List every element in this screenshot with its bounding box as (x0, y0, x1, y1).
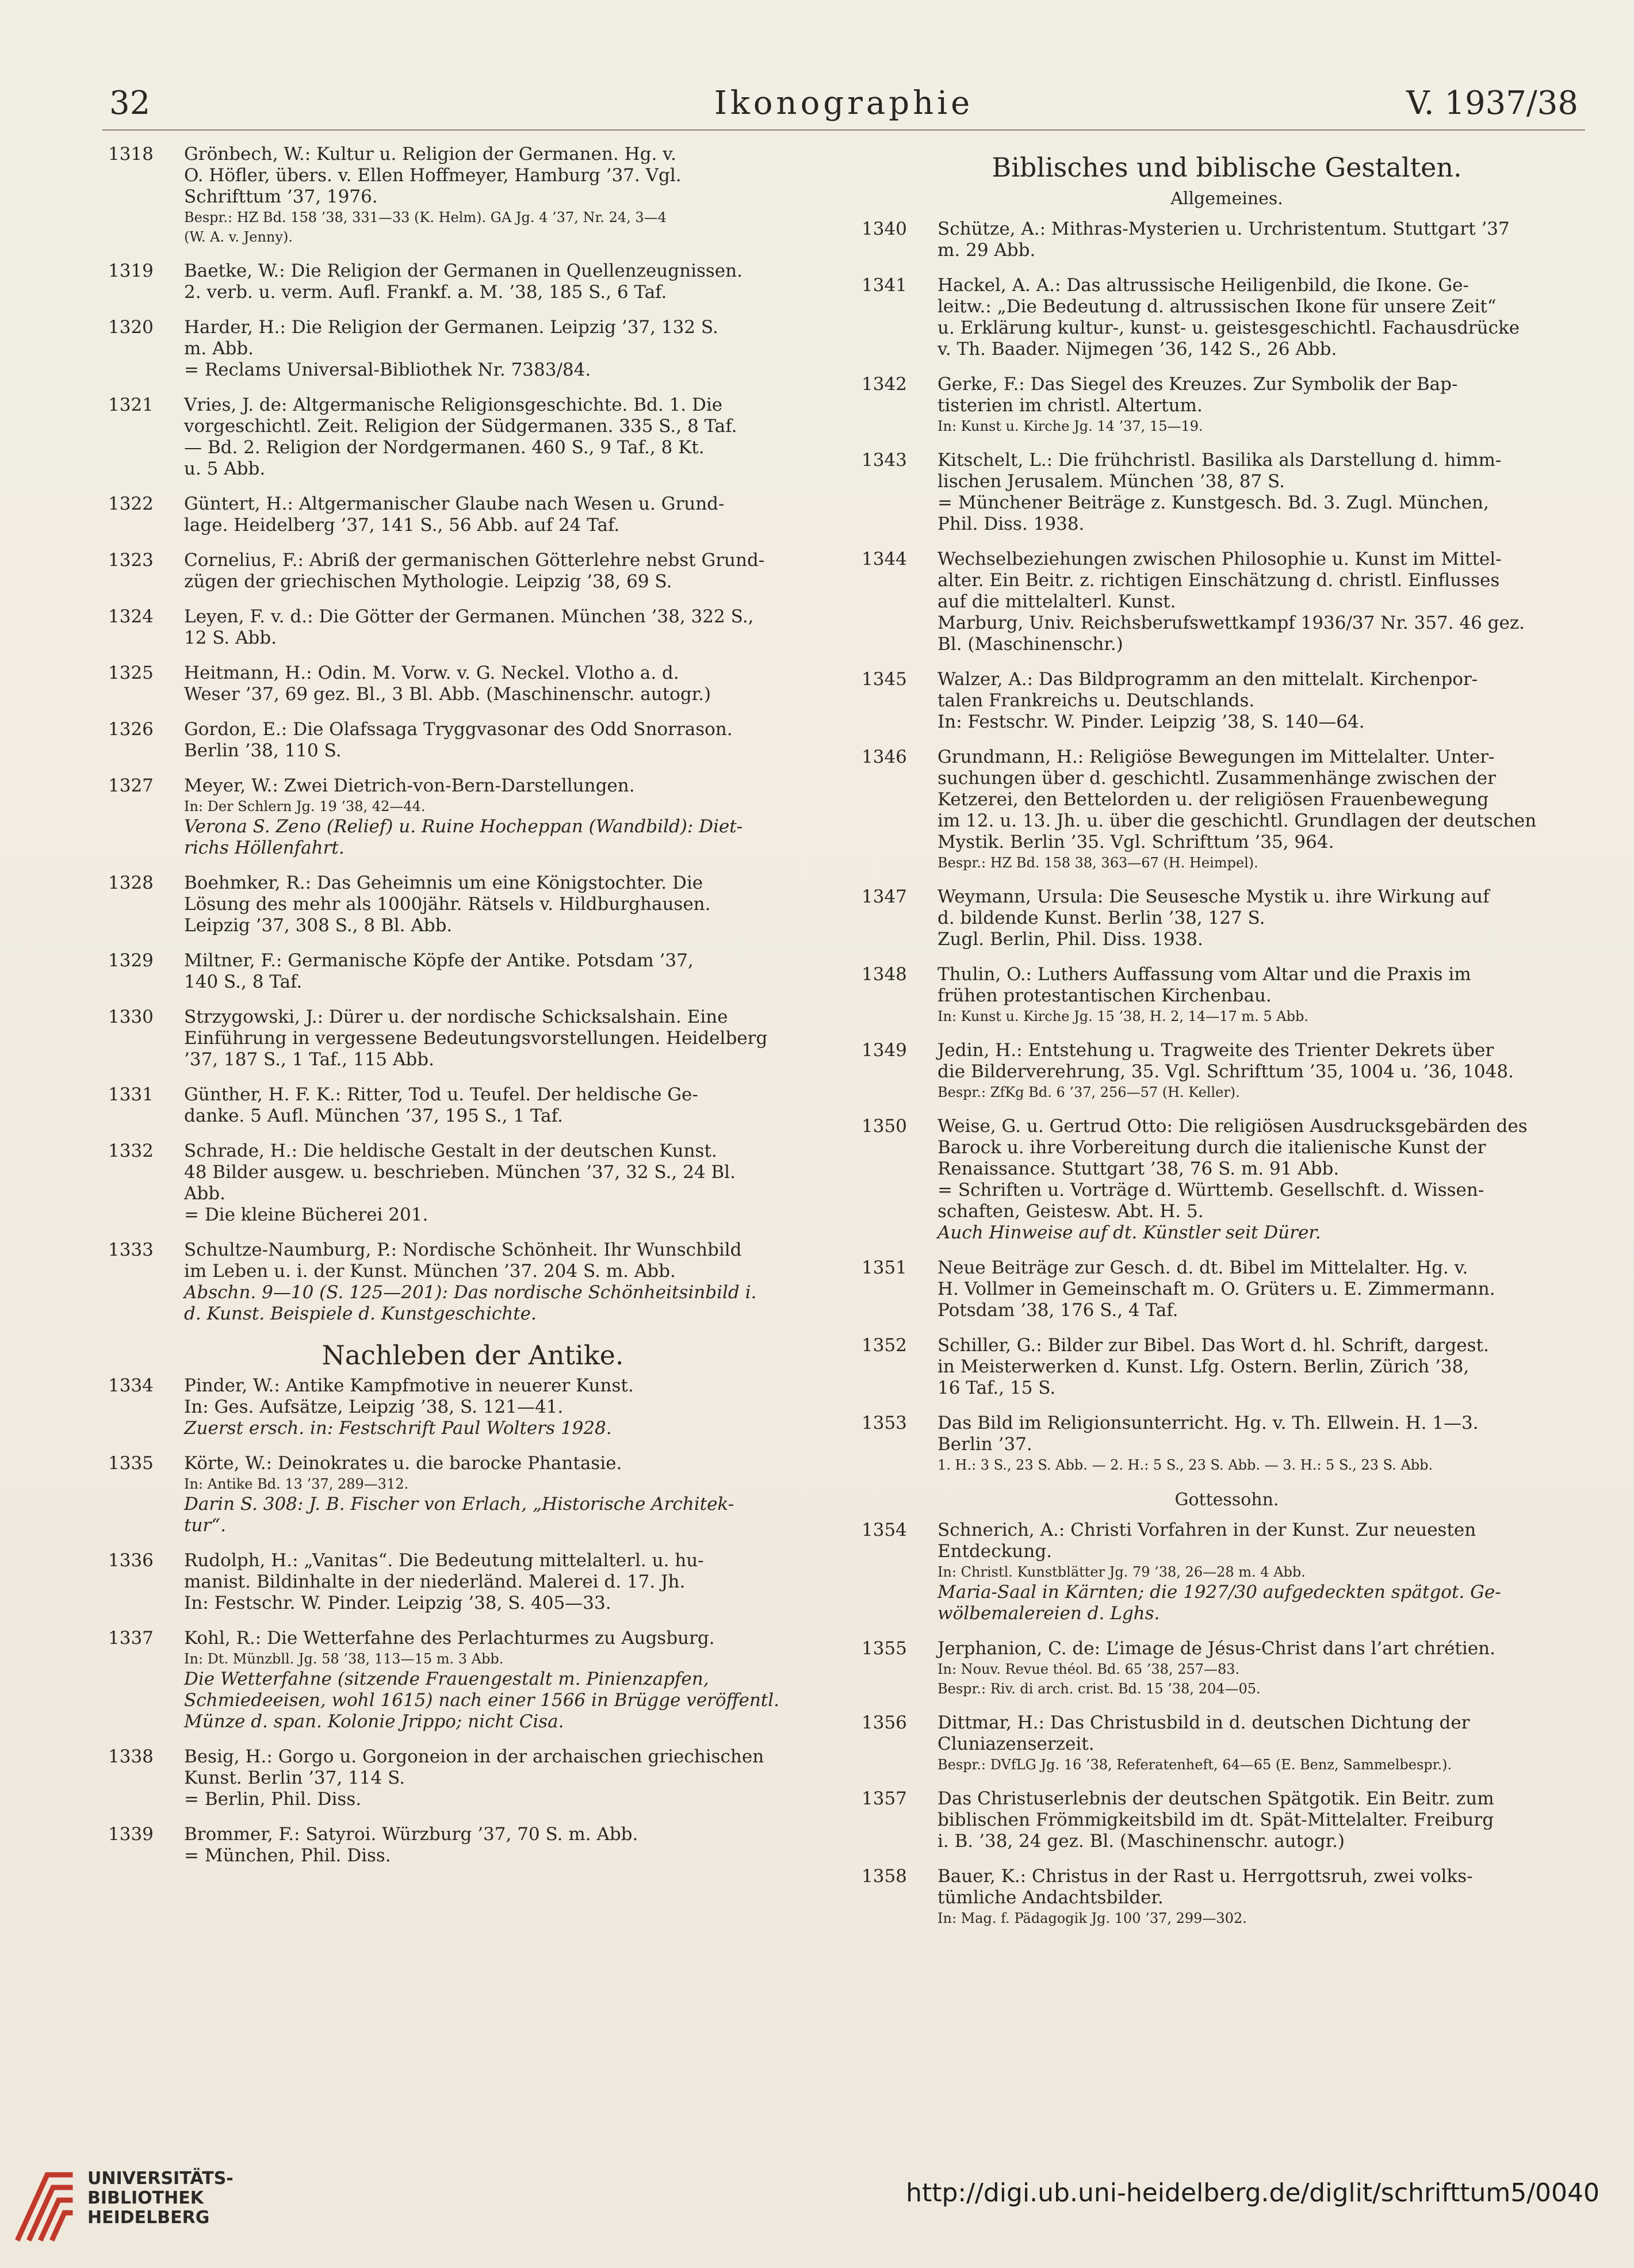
bibliography-entry (108, 1746, 837, 1810)
entry-line: vorgeschichtl. Zeit. Religion der Südgermanen. 335 S., 8 Taf. (184, 416, 737, 437)
entry-text (184, 1550, 837, 1614)
entry-number: 1325 (108, 663, 154, 683)
entry-number: 1332 (108, 1141, 154, 1161)
entry-line: schaften, Geistesw. Abt. H. 5. (937, 1201, 1204, 1222)
entry-text (937, 1712, 1592, 1774)
bibliography-entry (862, 1413, 1592, 1475)
bibliography-entry (108, 1453, 837, 1536)
entry-line: die Bilderverehrung, 35. Vgl. Schrifttum ’35, 1004 u. ’36, 1048. (937, 1061, 1514, 1082)
entry-line: ’37, 187 S., 1 Taf., 115 Abb. (184, 1049, 434, 1070)
entry-number: 1346 (862, 747, 907, 767)
entry-number: 1330 (108, 1007, 154, 1027)
bibliography-entry (862, 549, 1592, 655)
entry-line: Cluniazenserzeit. (937, 1734, 1095, 1754)
running-title: Ikonographie (714, 85, 974, 122)
bibliography-entry (108, 1007, 837, 1070)
entry-line: In: Festschr. W. Pinder. Leipzig ’38, S. 140—64. (937, 712, 1365, 732)
entry-line: Walzer, A.: Das Bildprogramm an den mittelalt. Kirchenpor- (937, 669, 1478, 690)
bibliography-entry (862, 669, 1592, 733)
right-entries (862, 219, 1592, 1475)
entry-number: 1331 (108, 1084, 154, 1105)
entry-line: Schnerich, A.: Christi Vorfahren in der Kunst. Zur neuesten (937, 1520, 1476, 1540)
entry-line: 1. H.: 3 S., 23 S. Abb. — 2. H.: 5 S., 23 S. Abb. — 3. H.: 5 S., 23 S. Abb. (937, 1457, 1433, 1473)
entry-number: 1356 (862, 1712, 907, 1733)
entry-line: Grundmann, H.: Religiöse Bewegungen im Mittelalter. Unter- (937, 747, 1495, 767)
bibliography-entry (108, 1141, 837, 1226)
entry-line: manist. Bildinhalte in der niederländ. Malerei d. 17. Jh. (184, 1571, 686, 1592)
entry-line: m. 29 Abb. (937, 240, 1036, 261)
entry-text (937, 669, 1592, 733)
entry-line: Boehmker, R.: Das Geheimnis um eine Königstochter. Die (184, 873, 703, 893)
page-header (102, 78, 1585, 131)
entry-line: Kitschelt, L.: Die frühchristl. Basilika als Darstellung d. himm- (937, 450, 1502, 471)
entry-line: (W. A. v. Jenny). (184, 229, 293, 245)
entry-line: alter. Ein Beitr. z. richtigen Einschätzung d. christl. Einflusses (937, 570, 1500, 591)
entry-line: In: Dt. Münzbll. Jg. 58 ’38, 113—15 m. 3 Abb. (184, 1651, 504, 1667)
entry-text (184, 1628, 837, 1732)
bibliography-entry (862, 219, 1592, 261)
entry-line: Meyer, W.: Zwei Dietrich-von-Bern-Darstellungen. (184, 775, 635, 796)
entry-line: Cornelius, F.: Abriß der germanischen Götterlehre nebst Grund- (184, 550, 765, 571)
left-entries (108, 144, 837, 1325)
entry-line: tisterien im christl. Altertum. (937, 395, 1203, 416)
entry-line: Leyen, F. v. d.: Die Götter der Germanen. München ’38, 322 S., (184, 606, 754, 627)
bibliography-entry (862, 1335, 1592, 1399)
entry-line: Weise, G. u. Gertrud Otto: Die religiösen Ausdrucksgebärden des (937, 1116, 1528, 1137)
entry-number: 1323 (108, 550, 154, 571)
entry-number: 1319 (108, 261, 154, 281)
entry-number: 1355 (862, 1638, 907, 1659)
entry-text (184, 1240, 837, 1325)
entry-line: Günther, H. F. K.: Ritter, Tod u. Teufel. Der heldische Ge- (184, 1084, 698, 1105)
entry-text (184, 950, 837, 993)
entry-line: Miltner, F.: Germanische Köpfe der Antike. Potsdam ’37, (184, 950, 694, 971)
bibliography-entry (108, 1084, 837, 1127)
entry-line: Bl. (Maschinenschr.) (937, 634, 1123, 655)
entry-number: 1322 (108, 494, 154, 514)
bibliography-entry (862, 275, 1592, 360)
library-logo-text (87, 2169, 234, 2228)
entry-line: Schultze-Naumburg, P.: Nordische Schönheit. Ihr Wunschbild (184, 1240, 742, 1260)
entry-line: Leipzig ’37, 308 S., 8 Bl. Abb. (184, 915, 453, 936)
entry-line: 48 Bilder ausgew. u. beschrieben. München ’37, 32 S., 24 Bl. (184, 1162, 736, 1183)
entry-line: Einführung in vergessene Bedeutungsvorstellungen. Heidelberg (184, 1028, 768, 1049)
left-column (108, 144, 837, 1880)
entry-line: Bespr.: HZ Bd. 158 ’38, 331—33 (K. Helm). GA Jg. 4 ’37, Nr. 24, 3—4 (184, 209, 667, 225)
entry-line: 140 S., 8 Taf. (184, 972, 303, 992)
entry-number: 1341 (862, 275, 907, 296)
entry-text (184, 494, 837, 536)
entry-number: 1340 (862, 219, 907, 239)
entry-line: wölbemalereien d. Lghs. (937, 1603, 1160, 1624)
section-title-biblisches: Biblisches und biblische Gestalten. (992, 152, 1462, 183)
entry-line: u. Erklärung kultur-, kunst- u. geistesgeschichtl. Fachausdrücke (937, 318, 1520, 338)
entry-line: In: Ges. Aufsätze, Leipzig ’38, S. 121—41. (184, 1397, 564, 1417)
entry-number: 1358 (862, 1866, 907, 1887)
entry-line: Bespr.: HZ Bd. 158 38, 363—67 (H. Heimpel). (937, 855, 1258, 871)
subhead-allgemeines: Allgemeines. (1170, 189, 1283, 209)
entry-line: = Berlin, Phil. Diss. (184, 1789, 362, 1810)
entry-line: Jerphanion, C. de: L’image de Jésus-Christ dans l’art chrétien. (937, 1638, 1495, 1659)
entry-text (184, 1141, 837, 1226)
entry-text (937, 1866, 1592, 1928)
bibliography-entry (108, 1240, 837, 1325)
entry-line: Wechselbeziehungen zwischen Philosophie u. Kunst im Mittel- (937, 549, 1502, 569)
entry-line: Darin S. 308: J. B. Fischer von Erlach, „Historische Architek- (184, 1494, 734, 1514)
entry-line: In: Kunst u. Kirche Jg. 15 ’38, H. 2, 14—17 m. 5 Abb. (937, 1008, 1308, 1024)
entry-line: Lösung des mehr als 1000jähr. Rätsels v. Hildburghausen. (184, 894, 711, 915)
entry-line: biblischen Frömmigkeitsbild im dt. Spät-Mittelalter. Freiburg (937, 1810, 1494, 1830)
entry-number: 1329 (108, 950, 154, 971)
entry-line: Harder, H.: Die Religion der Germanen. Leipzig ’37, 132 S. (184, 317, 718, 338)
bibliography-entry (862, 1040, 1592, 1102)
entry-line: danke. 5 Aufl. München ’37, 195 S., 1 Taf. (184, 1106, 563, 1126)
entry-number: 1334 (108, 1375, 154, 1396)
entry-text (184, 873, 837, 936)
entry-line: = Münchener Beiträge z. Kunstgesch. Bd. 3. Zugl. München, (937, 492, 1489, 513)
bibliography-entry (108, 1824, 837, 1867)
entry-text (937, 549, 1592, 655)
bibliography-entry (108, 144, 837, 247)
entry-line: In: Nouv. Revue théol. Bd. 65 ’38, 257—83. (937, 1661, 1240, 1677)
bibliography-entry (108, 873, 837, 936)
entry-text (184, 395, 837, 480)
bibliography-entry (862, 1116, 1592, 1244)
entry-line: Pinder, W.: Antike Kampfmotive in neuerer Kunst. (184, 1375, 634, 1396)
entry-line: Marburg, Univ. Reichsberufswettkampf 1936/37 Nr. 357. 46 gez. (937, 613, 1525, 633)
entry-text (937, 747, 1592, 873)
entry-line: u. 5 Abb. (184, 458, 266, 479)
bibliography-entry (108, 261, 837, 303)
source-url-link[interactable]: http://digi.ub.uni-heidelberg.de/diglit/schrifttum5/0040 (906, 2178, 1599, 2208)
entry-number: 1333 (108, 1240, 154, 1260)
entry-number: 1338 (108, 1746, 154, 1767)
entry-text (937, 1413, 1592, 1475)
entry-text (184, 1084, 837, 1127)
entry-text (937, 1520, 1592, 1624)
entry-line: Die Wetterfahne (sitzende Frauengestalt m. Pinienzapfen, (184, 1669, 709, 1689)
entry-line: Rudolph, H.: „Vanitas“. Die Bedeutung mittelalterl. u. hu- (184, 1550, 704, 1571)
entry-text (184, 317, 837, 381)
entry-line: Entdeckung. (937, 1541, 1053, 1562)
bibliography-entry (108, 719, 837, 762)
entry-line: Neue Beiträge zur Gesch. d. dt. Bibel im Mittelalter. Hg. v. (937, 1257, 1468, 1278)
entry-line: In: Antike Bd. 13 ’37, 289—312. (184, 1476, 409, 1492)
entry-line: Maria-Saal in Kärnten; die 1927/30 aufgedeckten spätgot. Ge- (937, 1582, 1501, 1602)
bibliography-entry (862, 747, 1592, 873)
entry-line: frühen protestantischen Kirchenbau. (937, 985, 1272, 1006)
entry-line: tümliche Andachtsbilder. (937, 1887, 1164, 1908)
bibliography-entry (862, 450, 1592, 535)
bibliography-entry (108, 1550, 837, 1614)
entry-number: 1335 (108, 1453, 154, 1474)
bibliography-entry (862, 1520, 1592, 1624)
bibliography-entry (862, 374, 1592, 436)
entry-line: Kunst. Berlin ’37, 114 S. (184, 1768, 405, 1788)
entry-line: Jedin, H.: Entstehung u. Tragweite des Trienter Dekrets über (937, 1040, 1494, 1061)
entry-line: Körte, W.: Deinokrates u. die barocke Phantasie. (184, 1453, 622, 1474)
bibliography-entry (862, 1638, 1592, 1699)
entry-line: Münze d. span. Kolonie Jrippo; nicht Cisa. (184, 1711, 564, 1732)
right-entries-2 (862, 1520, 1592, 1928)
entry-number: 1350 (862, 1116, 907, 1137)
entry-line: — Bd. 2. Religion der Nordgermanen. 460 S., 9 Taf., 8 Kt. (184, 437, 705, 458)
volume-label: V. 1937/38 (1406, 85, 1578, 122)
entry-line: In: Kunst u. Kirche Jg. 14 ’37, 15—19. (937, 418, 1203, 434)
entry-line: leitw.: „Die Bedeutung d. altrussischen Ikone für unsere Zeit“ (937, 296, 1497, 317)
right-column (862, 144, 1592, 1942)
entry-line: Das Bild im Religionsunterricht. Hg. v. Th. Ellwein. H. 1—3. (937, 1413, 1479, 1433)
entry-line: auf die mittelalterl. Kunst. (937, 591, 1176, 612)
entry-text (184, 719, 837, 762)
entry-text (937, 964, 1592, 1026)
entry-text (937, 1788, 1592, 1852)
bibliography-entry (108, 395, 837, 480)
entry-line: H. Vollmer in Gemeinschaft m. O. Grüters u. E. Zimmermann. (937, 1279, 1495, 1299)
left-entries-2 (108, 1375, 837, 1867)
entry-line: Schütze, A.: Mithras-Mysterien u. Urchristentum. Stuttgart ’37 (937, 219, 1510, 239)
logo-line: BIBLIOTHEK (87, 2188, 204, 2208)
entry-line: Weser ’37, 69 gez. Bl., 3 Bl. Abb. (Maschinenschr. autogr.) (184, 684, 711, 705)
entry-number: 1339 (108, 1824, 154, 1845)
entry-line: Verona S. Zeno (Relief) u. Ruine Hocheppan (Wandbild): Diet- (184, 816, 743, 837)
bibliography-entry (862, 886, 1592, 950)
entry-line: Zuerst ersch. in: Festschrift Paul Wolters 1928. (184, 1418, 612, 1439)
entry-line: Kohl, R.: Die Wetterfahne des Perlachturmes zu Augsburg. (184, 1628, 715, 1649)
entry-line: Phil. Diss. 1938. (937, 514, 1085, 534)
logo-line: HEIDELBERG (87, 2208, 210, 2228)
entry-line: Zugl. Berlin, Phil. Diss. 1938. (937, 929, 1203, 950)
entry-number: 1337 (108, 1628, 154, 1649)
entry-number: 1326 (108, 719, 154, 740)
entry-line: im 12. u. 13. Jh. u. über die geschichtl. Grundlagen der deutschen (937, 810, 1537, 831)
entry-line: Vries, J. de: Altgermanische Religionsgeschichte. Bd. 1. Die (184, 395, 723, 415)
bibliography-entry (862, 1712, 1592, 1774)
entry-number: 1357 (862, 1788, 907, 1809)
entry-line: talen Frankreichs u. Deutschlands. (937, 690, 1255, 711)
entry-line: In: Festschr. W. Pinder. Leipzig ’38, S. 405—33. (184, 1593, 611, 1613)
entry-number: 1327 (108, 775, 154, 796)
entry-text (184, 1746, 837, 1810)
entry-number: 1343 (862, 450, 907, 471)
entry-line: Bespr.: DVfLG Jg. 16 ’38, Referatenheft, 64—65 (E. Benz, Sammelbespr.). (937, 1757, 1452, 1773)
subhead-gottessohn: Gottessohn. (1174, 1490, 1279, 1510)
bibliography-entry (108, 494, 837, 536)
entry-line: Thulin, O.: Luthers Auffassung vom Altar und die Praxis im (937, 964, 1471, 985)
entry-line: tur“. (184, 1515, 226, 1536)
section-title-nachleben: Nachleben der Antike. (322, 1340, 624, 1371)
entry-line: richs Höllenfahrt. (184, 837, 345, 858)
bibliography-entry (862, 1257, 1592, 1321)
entry-number: 1324 (108, 606, 154, 627)
entry-line: Weymann, Ursula: Die Seusesche Mystik u. ihre Wirkung auf (937, 886, 1490, 907)
entry-line: Brommer, F.: Satyroi. Würzburg ’37, 70 S. m. Abb. (184, 1824, 638, 1845)
entry-line: Auch Hinweise auf dt. Künstler seit Dürer. (937, 1222, 1321, 1243)
entry-number: 1353 (862, 1413, 907, 1433)
entry-line: Strzygowski, J.: Dürer u. der nordische Schicksalshain. Eine (184, 1007, 728, 1027)
bibliography-entry (108, 550, 837, 592)
entry-line: in Meisterwerken d. Kunst. Lfg. Ostern. Berlin, Zürich ’38, (937, 1356, 1470, 1377)
bibliography-entry (862, 964, 1592, 1026)
entry-line: Besig, H.: Gorgo u. Gorgoneion in der archaischen griechischen (184, 1746, 764, 1767)
entry-line: Schrade, H.: Die heldische Gestalt in der deutschen Kunst. (184, 1141, 717, 1161)
entry-text (184, 261, 837, 303)
entry-line: = München, Phil. Diss. (184, 1845, 391, 1866)
entry-line: m. Abb. (184, 338, 254, 359)
entry-line: Das Christuserlebnis der deutschen Spätgotik. Ein Beitr. zum (937, 1788, 1494, 1809)
entry-line: suchungen über d. geschichtl. Zusammenhänge zwischen der (937, 768, 1496, 789)
entry-text (184, 1375, 837, 1439)
entry-text (937, 275, 1592, 360)
entry-text (184, 1007, 837, 1070)
bibliography-entry (108, 775, 837, 859)
entry-number: 1344 (862, 549, 907, 569)
entry-line: Berlin ’37. (937, 1434, 1032, 1455)
bibliography-entry (862, 1788, 1592, 1852)
entry-line: Abb. (184, 1183, 225, 1204)
entry-line: lage. Heidelberg ’37, 141 S., 56 Abb. auf 24 Taf. (184, 515, 620, 536)
entry-text (937, 450, 1592, 535)
entry-number: 1352 (862, 1335, 907, 1356)
entry-number: 1328 (108, 873, 154, 893)
entry-line: Grönbech, W.: Kultur u. Religion der Germanen. Hg. v. (184, 144, 676, 165)
entry-text (184, 1824, 837, 1867)
entry-line: In: Der Schlern Jg. 19 ’38, 42—44. (184, 798, 426, 814)
entry-line: v. Th. Baader. Nijmegen ’36, 142 S., 26 Abb. (937, 339, 1337, 359)
library-logo-icon (13, 2163, 76, 2244)
entry-number: 1320 (108, 317, 154, 338)
entry-line: Heitmann, H.: Odin. M. Vorw. v. G. Neckel. Vlotho a. d. (184, 663, 679, 683)
entry-line: In: Mag. f. Pädagogik Jg. 100 ’37, 299—302. (937, 1910, 1247, 1926)
entry-line: Schiller, G.: Bilder zur Bibel. Das Wort d. hl. Schrift, dargest. (937, 1335, 1489, 1356)
entry-text (937, 1638, 1592, 1699)
bibliography-entry (108, 1628, 837, 1732)
entry-line: 2. verb. u. verm. Aufl. Frankf. a. M. ’38, 185 S., 6 Taf. (184, 282, 667, 303)
entry-line: Dittmar, H.: Das Christusbild in d. deutschen Dichtung der (937, 1712, 1470, 1733)
entry-text (184, 663, 837, 705)
entry-number: 1347 (862, 886, 907, 907)
entry-line: Berlin ’38, 110 S. (184, 740, 342, 761)
entry-line: Hackel, A. A.: Das altrussische Heiligenbild, die Ikone. Ge- (937, 275, 1469, 296)
entry-line: = Die kleine Bücherei 201. (184, 1204, 428, 1225)
entry-line: Bespr.: Riv. di arch. crist. Bd. 15 ’38, 204—05. (937, 1681, 1261, 1697)
entry-text (937, 1335, 1592, 1399)
entry-number: 1342 (862, 374, 907, 395)
page-footer (0, 2148, 1634, 2268)
entry-text (184, 1453, 837, 1536)
entry-line: 12 S. Abb. (184, 628, 277, 648)
entry-line: lischen Jerusalem. München ’38, 87 S. (937, 471, 1285, 492)
entry-number: 1345 (862, 669, 907, 690)
entry-line: O. Höfler, übers. v. Ellen Hoffmeyer, Hamburg ’37. Vgl. (184, 165, 682, 186)
bibliography-entry (862, 1866, 1592, 1928)
entry-line: Güntert, H.: Altgermanischer Glaube nach Wesen u. Grund- (184, 494, 725, 514)
entry-line: = Schriften u. Vorträge d. Württemb. Gesellschft. d. Wissen- (937, 1180, 1484, 1200)
entry-line: Ketzerei, den Bettelorden u. der religiösen Frauenbewegung (937, 789, 1489, 810)
bibliography-entry (108, 950, 837, 993)
entry-line: Barock u. ihre Vorbereitung durch die italienische Kunst der (937, 1137, 1486, 1158)
entry-line: Schrifttum ’37, 1976. (184, 186, 378, 207)
entry-number: 1321 (108, 395, 154, 415)
entry-line: 16 Taf., 15 S. (937, 1378, 1056, 1398)
bibliography-entry (108, 1375, 837, 1439)
entry-line: im Leben u. i. der Kunst. München ’37. 204 S. m. Abb. (184, 1261, 676, 1282)
entry-text (184, 606, 837, 649)
entry-line: Bespr.: ZfKg Bd. 6 ’37, 256—57 (H. Keller). (937, 1084, 1240, 1100)
entry-line: d. bildende Kunst. Berlin ’38, 127 S. (937, 908, 1265, 928)
entry-number: 1348 (862, 964, 907, 985)
entry-line: Schmiedeeisen, wohl 1615) nach einer 1566 in Brügge veröffentl. (184, 1690, 780, 1711)
entry-text (937, 1116, 1592, 1244)
entry-line: Baetke, W.: Die Religion der Germanen in Quellenzeugnissen. (184, 261, 743, 281)
entry-text (937, 219, 1592, 261)
entry-line: i. B. ’38, 24 gez. Bl. (Maschinenschr. autogr.) (937, 1831, 1345, 1852)
entry-text (937, 1040, 1592, 1102)
entry-number: 1351 (862, 1257, 907, 1278)
entry-number: 1336 (108, 1550, 154, 1571)
bibliography-entry (108, 663, 837, 705)
entry-line: = Reclams Universal-Bibliothek Nr. 7383/84. (184, 359, 591, 380)
page-number: 32 (109, 85, 151, 122)
logo-line: UNIVERSITÄTS- (87, 2168, 234, 2189)
entry-line: Gerke, F.: Das Siegel des Kreuzes. Zur Symbolik der Bap- (937, 374, 1458, 395)
entry-number: 1318 (108, 144, 154, 165)
entry-line: In: Christl. Kunstblätter Jg. 79 ’38, 26—28 m. 4 Abb. (937, 1564, 1306, 1580)
entry-text (184, 144, 837, 247)
entry-number: 1349 (862, 1040, 907, 1061)
entry-text (184, 550, 837, 592)
entry-text (937, 374, 1592, 436)
entry-text (937, 1257, 1592, 1321)
entry-line: Abschn. 9—10 (S. 125—201): Das nordische Schönheitsinbild i. (184, 1282, 757, 1303)
entry-text (937, 886, 1592, 950)
entry-line: Renaissance. Stuttgart ’38, 76 S. m. 91 Abb. (937, 1158, 1340, 1179)
bibliography-entry (108, 317, 837, 381)
entry-text (184, 775, 837, 859)
entry-number: 1354 (862, 1520, 907, 1540)
entry-line: zügen der griechischen Mythologie. Leipzig ’38, 69 S. (184, 571, 672, 592)
entry-line: Potsdam ’38, 176 S., 4 Taf. (937, 1300, 1178, 1321)
bibliography-entry (108, 606, 837, 649)
entry-line: Bauer, K.: Christus in der Rast u. Herrgottsruh, zwei volks- (937, 1866, 1473, 1887)
entry-line: d. Kunst. Beispiele d. Kunstgeschichte. (184, 1303, 537, 1324)
entry-line: Mystik. Berlin ’35. Vgl. Schrifttum ’35, 964. (937, 832, 1334, 852)
entry-line: Gordon, E.: Die Olafssaga Tryggvasonar des Odd Snorrason. (184, 719, 733, 740)
